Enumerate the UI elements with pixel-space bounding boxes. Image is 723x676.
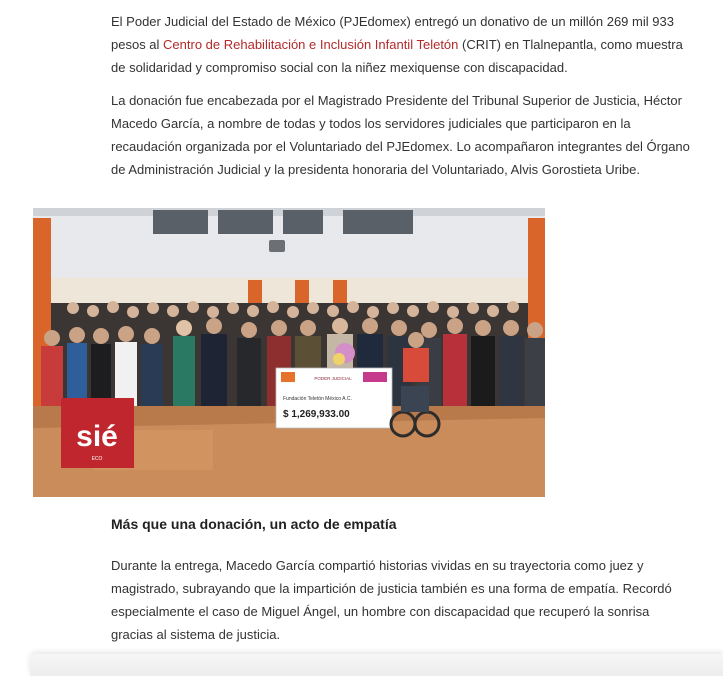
logo-small-text: ECO: [91, 456, 103, 462]
paragraph-text: Durante la entrega, Macedo García compartió historias vividas en su trayectoria como juez y magistrado, subrayando que la impartición de justicia también es una forma de empatía. Recordó especialmente el caso de Miguel Ángel, un hombre con discapacidad que recuperó la sonrisa gracias al sistema de justicia.: [111, 558, 672, 642]
paragraph-text: La donación fue encabezada por el Magistrado Presidente del Tribunal Superior de Justicia, Héctor Macedo García, a nombre de todas y todos los servidores judiciales que participaron en la recaudación organizada por el Voluntariado del PJEdomex. Lo acompañaron integrantes del Órgano de Administración Judicial y la presidenta honoraria del Voluntariado, Alvis Gorostieta Uribe.: [111, 93, 690, 177]
article-photo: [33, 208, 545, 497]
check-header: PODER JUDICIAL: [314, 376, 352, 381]
article-paragraph-1: [111, 10, 691, 79]
donation-photo-illustration: [33, 208, 545, 497]
paragraph-text: El Poder Judicial del Estado de México (PJEdomex) entregó un donativo de un millón 269 mil 933 pesos al: [111, 14, 674, 52]
crit-teleton-link[interactable]: Centro de Rehabilitación e Inclusión Infantil Teletón: [163, 37, 459, 52]
section-heading: Más que una donación, un acto de empatía: [111, 516, 397, 532]
logo-text: sié: [76, 420, 118, 453]
article-paragraph-2: [111, 89, 691, 181]
bottom-overlay-bar: [30, 654, 723, 676]
check-amount: $ 1,269,933.00: [283, 409, 350, 420]
check-payee: Fundación Teletón México A.C.: [283, 396, 352, 402]
paragraph-text: (CRIT) en Tlalnepantla, como muestra de solidaridad y compromiso social con la niñez mexiquense con discapacidad.: [111, 37, 683, 75]
article-paragraph-3: [111, 554, 691, 646]
